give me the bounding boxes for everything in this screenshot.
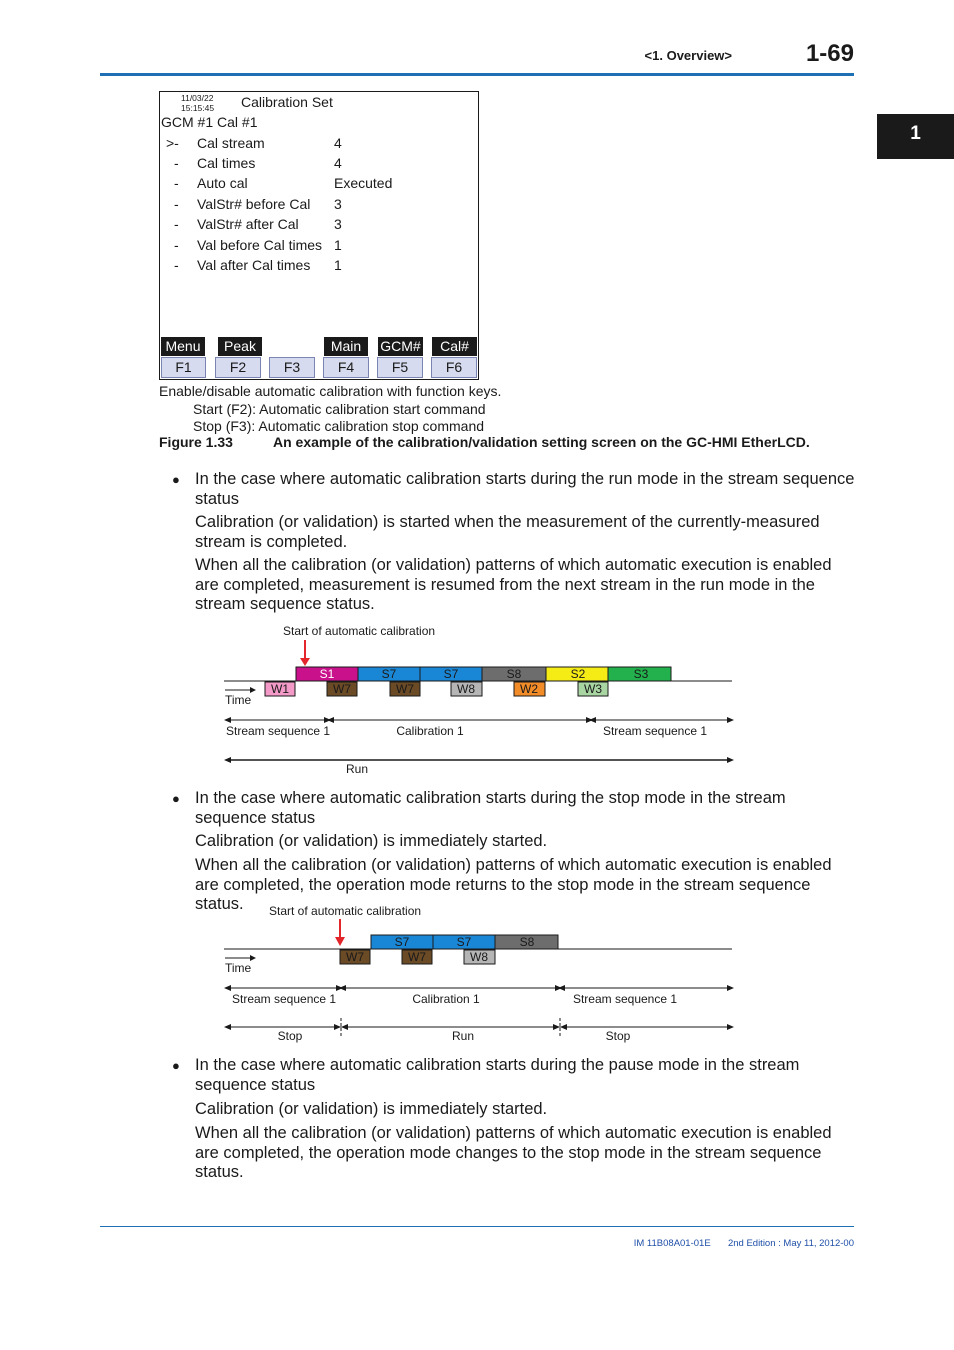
span-arrowhead (558, 985, 565, 991)
stream-label: S8 (519, 935, 535, 949)
stream-label: S7 (394, 935, 410, 949)
f6-key[interactable]: F6 (431, 357, 477, 378)
stream-label: S2 (570, 667, 586, 681)
time-label: Time (225, 961, 252, 975)
time-label: Time (225, 693, 252, 707)
row-value: Executed (334, 175, 393, 191)
figure-caption-text: An example of the calibration/validation setting screen on the GC-HMI EtherLCD. (273, 434, 810, 450)
start-label: Start of automatic calibration (283, 624, 436, 638)
f5-key[interactable]: F5 (377, 357, 423, 378)
lcd-date: 11/03/22 (181, 93, 214, 103)
lcd-time: 15:15:45 (181, 103, 215, 113)
row-label: Cal times (197, 155, 256, 171)
stream-label: S3 (633, 667, 649, 681)
row-marker: - (174, 216, 179, 232)
figure-note: Start (F2): Automatic calibration start command (193, 401, 486, 417)
figure-note: Stop (F3): Automatic calibration stop command (193, 418, 485, 434)
f3-key[interactable]: F3 (269, 357, 315, 378)
doc-id: IM 11B08A01-01E (633, 1238, 711, 1249)
row-marker: - (174, 237, 179, 253)
paragraph: When all the calibration (or validation) patterns of which automatic execution is enabled are completed, the operation mode changes to the stop mode in the stream sequence status. (195, 1124, 832, 1181)
softkey-gcm[interactable]: GCM# (378, 337, 423, 356)
stream-label: S1 (319, 667, 335, 681)
wait-bar (340, 950, 495, 964)
span-label: Calibration 1 (396, 724, 464, 738)
stream-label: S7 (443, 667, 459, 681)
section-heading: In the case where automatic calibration starts during the run mode in the stream sequence status (195, 470, 855, 508)
mode-label: Stop (277, 1029, 303, 1043)
bullet-icon: ● (172, 1058, 180, 1073)
softkey-menu[interactable]: Menu (161, 337, 205, 356)
mode-arrowhead (224, 1024, 231, 1030)
mode-arrowhead (341, 1024, 348, 1030)
row-value: 3 (334, 196, 342, 212)
softkey-cal[interactable]: Cal# (432, 337, 477, 356)
footer (560, 1238, 854, 1249)
wait-label: W3 (584, 682, 602, 696)
section-title: <1. Overview> (644, 48, 732, 63)
span-arrowhead (727, 985, 734, 991)
start-label: Start of automatic calibration (269, 904, 422, 918)
row-label: Cal stream (197, 135, 265, 151)
span-arrowhead (224, 985, 231, 991)
span-label: Stream sequence 1 (226, 724, 331, 738)
figure-note: Enable/disable automatic calibration with function keys. (159, 383, 502, 399)
wait-label: W1 (271, 682, 289, 696)
row-value: 1 (334, 237, 342, 253)
row-label: ValStr# after Cal (197, 216, 299, 232)
mode-arrowhead (727, 1024, 734, 1030)
row-label: Auto cal (197, 175, 248, 191)
edition: 2nd Edition : May 11, 2012-00 (727, 1238, 854, 1249)
softkey-main[interactable]: Main (324, 337, 368, 356)
row-label: Val before Cal times (197, 237, 323, 253)
wait-label: W2 (520, 682, 538, 696)
row-marker: - (174, 175, 179, 191)
row-value: 3 (334, 216, 342, 232)
bullet-icon: ● (172, 791, 180, 806)
row-marker: >- (166, 135, 179, 151)
mode-label: Run (345, 762, 369, 776)
mode-label: Stop (605, 1029, 631, 1043)
row-marker: - (174, 155, 179, 171)
stream-bar (371, 935, 558, 949)
f4-key[interactable]: F4 (323, 357, 369, 378)
span-label: Stream sequence 1 (232, 992, 337, 1006)
paragraph: Calibration (or validation) is immediately started. (195, 832, 548, 850)
paragraph: When all the calibration (or validation) patterns of which automatic execution is enabled are completed, measurement is resumed from the next stream in the run mode in the stream sequence status. (195, 556, 832, 613)
wait-label: W7 (396, 682, 414, 696)
softkey-peak[interactable]: Peak (218, 337, 262, 356)
f2-key[interactable]: F2 (215, 357, 261, 378)
row-value: 4 (334, 135, 342, 151)
section-heading: In the case where automatic calibration starts during the stop mode in the stream sequence status (195, 789, 786, 827)
wait-label: W8 (470, 950, 488, 964)
row-label: ValStr# before Cal (197, 196, 311, 212)
row-marker: - (174, 257, 179, 273)
paragraph: Calibration (or validation) is immediately started. (195, 1100, 548, 1118)
mode-arrowhead (560, 1024, 567, 1030)
mode-label: Run (451, 1029, 475, 1043)
chapter-tab: 1 (877, 114, 954, 159)
start-marker-arrowhead (335, 937, 345, 946)
row-value: 1 (334, 257, 342, 273)
span-label: Stream sequence 1 (602, 724, 708, 738)
mode-arrowhead (553, 1024, 560, 1030)
paragraph: When all the calibration (or validation) patterns of which automatic execution is enabled are completed, the operation mode returns to the stop mode in the stream sequence status. (195, 856, 832, 913)
row-marker: - (174, 196, 179, 212)
bullet-icon: ● (172, 472, 180, 487)
span-arrowhead (339, 985, 346, 991)
span-label: Calibration 1 (412, 992, 480, 1006)
stream-label: S7 (381, 667, 397, 681)
f1-key[interactable]: F1 (161, 357, 206, 378)
mode-arrowhead (334, 1024, 341, 1030)
lcd-title: Calibration Set (241, 94, 333, 110)
span-label: Stream sequence 1 (572, 992, 678, 1006)
lcd-gcm-line: GCM #1 Cal #1 (161, 114, 258, 130)
row-value: 4 (334, 155, 342, 171)
wait-label: W8 (457, 682, 475, 696)
page-number: 1-69 (805, 40, 854, 67)
wait-label: W7 (346, 950, 364, 964)
stream-label: S7 (456, 935, 472, 949)
paragraph: Calibration (or validation) is started when the measurement of the currently-measured stream is completed. (195, 513, 820, 551)
wait-label: W7 (408, 950, 426, 964)
wait-label: W7 (333, 682, 351, 696)
section-heading: In the case where automatic calibration starts during the pause mode in the stream sequence status (195, 1056, 800, 1094)
footer-rule (100, 1226, 854, 1227)
stream-label: S8 (506, 667, 522, 681)
row-label: Val after Cal times (197, 257, 311, 273)
figure-number: Figure 1.33 (159, 434, 233, 450)
